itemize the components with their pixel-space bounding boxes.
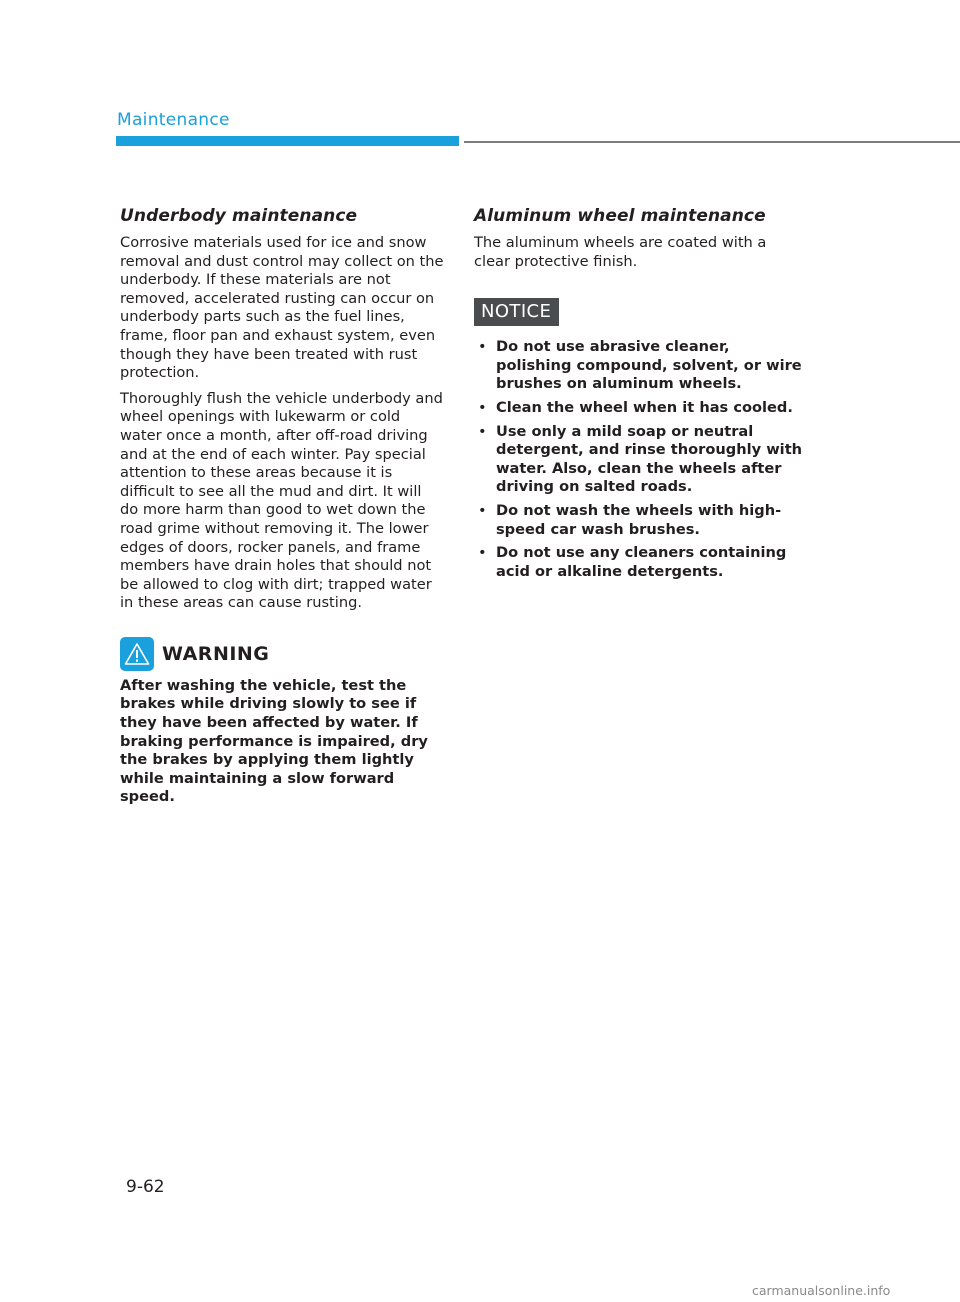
notice-item-text: Clean the wheel when it has cooled. bbox=[496, 398, 793, 416]
section-title: Maintenance bbox=[117, 110, 230, 130]
aluminum-wheel-heading: Aluminum wheel maintenance bbox=[474, 206, 766, 226]
header-rule bbox=[464, 141, 960, 143]
watermark: carmanualsonline.info bbox=[752, 1283, 891, 1298]
underbody-paragraph-1: Corrosive materials used for ice and snow removal and dust control may collect on the underbody. If these materials are not removed, accelerated rusting can occur on underbody parts such as the fuel lines, frame, floor pan and exhaust system, even though they have been treated with rust protection. bbox=[120, 234, 444, 382]
notice-item-text: Use only a mild soap or neutral detergent, and rinse thoroughly with water. Also, clean the wheels after driving on salted roads. bbox=[496, 422, 803, 496]
notice-item bbox=[474, 399, 804, 418]
underbody-heading: Underbody maintenance bbox=[120, 206, 358, 226]
bullet-icon: • bbox=[478, 544, 487, 562]
notice-badge: NOTICE bbox=[474, 298, 559, 326]
notice-item-text: Do not use any cleaners containing acid or alkaline detergents. bbox=[496, 544, 787, 580]
bullet-icon: • bbox=[478, 422, 487, 440]
warning-text: After washing the vehicle, test the brakes while driving slowly to see if they have been affected by water. If braking performance is impaired, dry the brakes by applying them lightly while maintaining a slow forward speed. bbox=[120, 676, 428, 806]
notice-item bbox=[474, 423, 804, 497]
notice-item bbox=[474, 544, 804, 581]
bullet-icon: • bbox=[478, 501, 487, 519]
bullet-icon: • bbox=[478, 338, 487, 356]
notice-item-text: Do not wash the wheels with high-speed car wash brushes. bbox=[496, 501, 782, 538]
underbody-paragraph-2: Thoroughly flush the vehicle underbody and wheel openings with lukewarm or cold water once a month, after off-road driving and at the end of each winter. Pay special attention to these areas because it is difficult to see all the mud and dirt. It will do more harm than good to wet down the road grime without removing it. The lower edges of doors, rocker panels, and frame members have drain holes that should not be allowed to clog with dirt; trapped water in these areas can cause rusting. bbox=[120, 389, 443, 612]
page-number: 9-62 bbox=[126, 1177, 165, 1197]
header-accent-bar bbox=[116, 136, 459, 146]
warning-label: WARNING bbox=[162, 642, 270, 665]
notice-item bbox=[474, 502, 804, 539]
left-column bbox=[120, 206, 444, 807]
notice-item bbox=[474, 338, 804, 394]
aluminum-wheel-paragraph: The aluminum wheels are coated with a clear protective finish. bbox=[474, 234, 767, 270]
notice-item-text: Do not use abrasive cleaner, polishing compound, solvent, or wire brushes on aluminum wheels. bbox=[496, 338, 802, 393]
warning-header bbox=[120, 637, 444, 671]
warning-triangle-icon bbox=[120, 637, 154, 671]
notice-list bbox=[474, 338, 804, 581]
right-column bbox=[474, 206, 804, 586]
bullet-icon: • bbox=[478, 398, 487, 416]
